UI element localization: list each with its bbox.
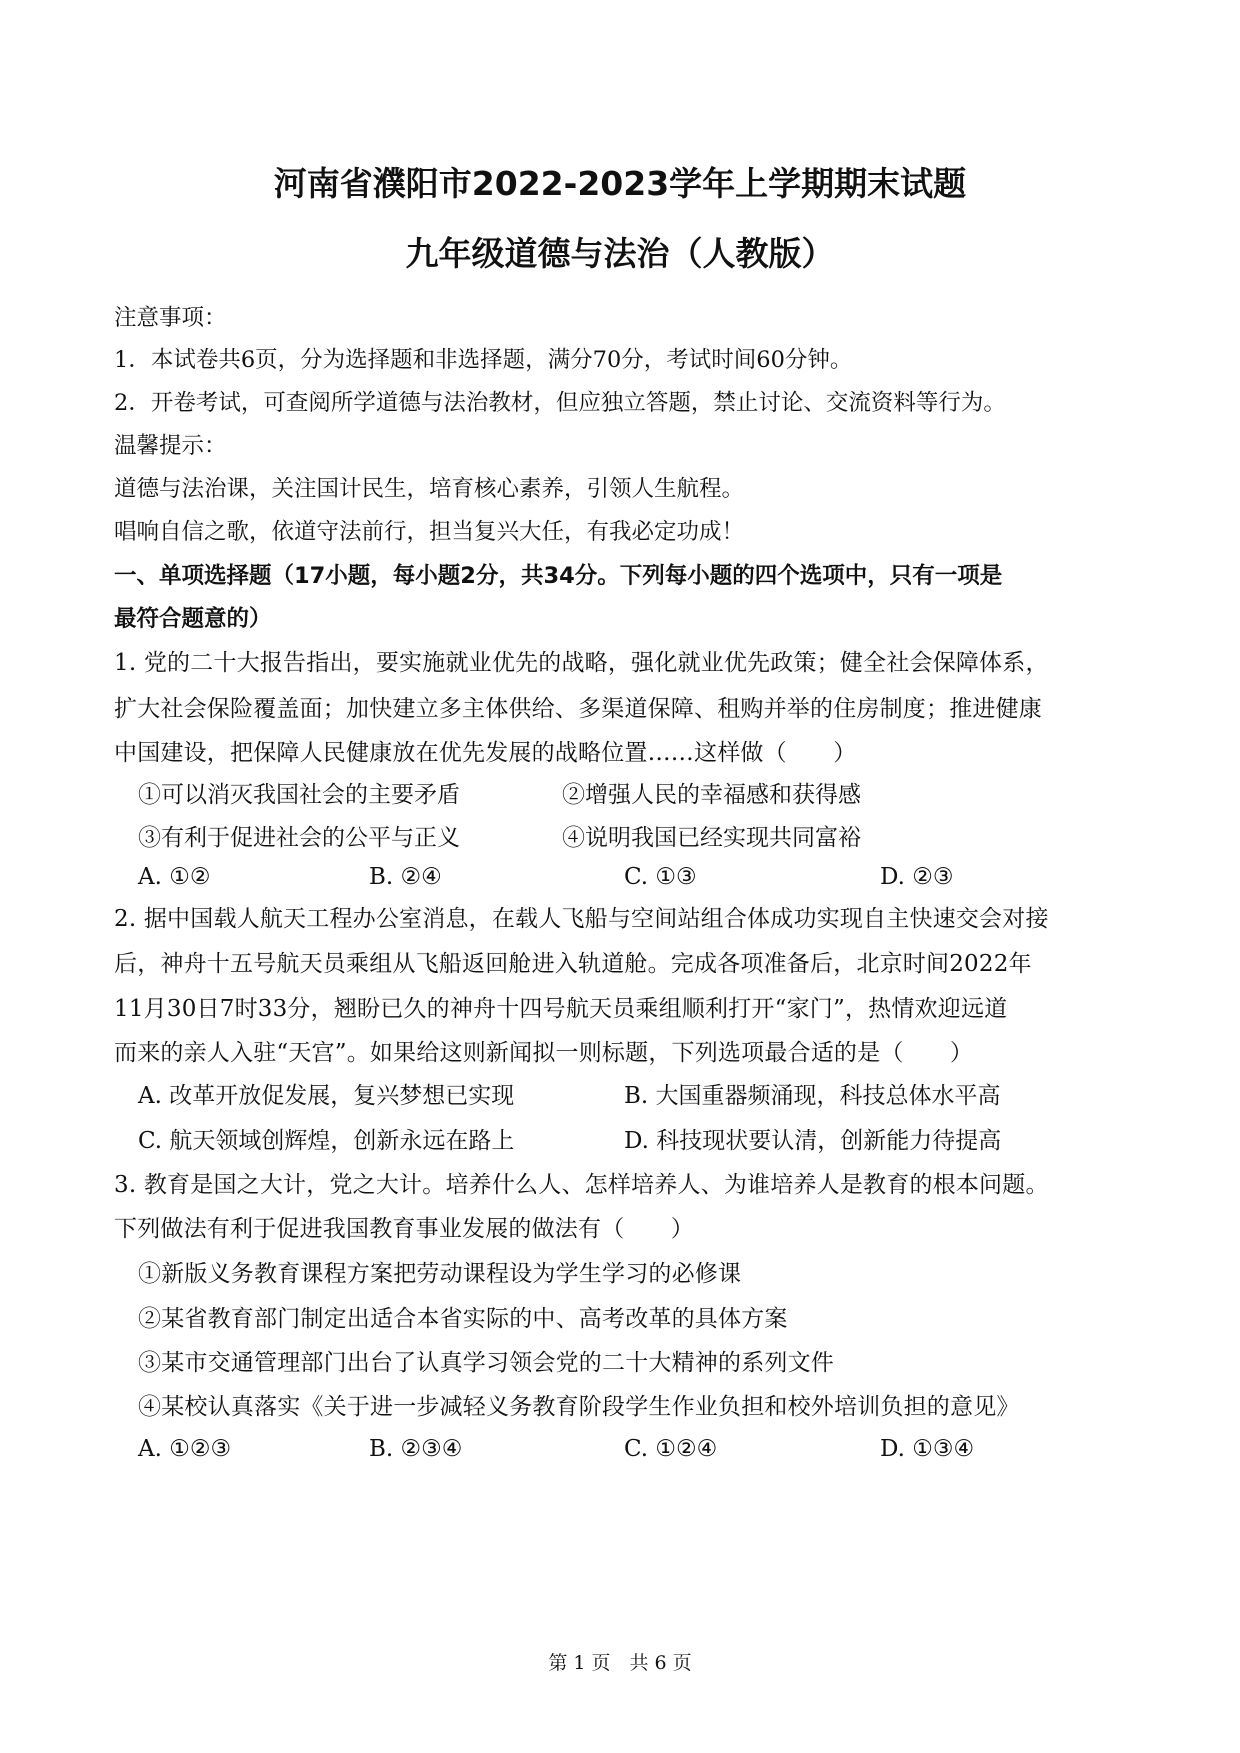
answer-option: A. ①② [138,864,211,890]
question-stem-line: 2. 据中国载人航天工程办公室消息，在载人飞船与空间站组合体成功实现自主快速交会对接 [114,906,1049,932]
statement-item: ④某校认真落实《关于进一步减轻义务教育阶段学生作业负担和校外培训负担的意见》 [138,1394,1020,1420]
statement-item: ①可以消灭我国社会的主要矛盾 [138,782,460,808]
tips-line-1: 道德与法治课，关注国计民生，培育核心素养，引领人生航程。 [114,476,745,502]
question-stem-line: 后，神舟十五号航天员乘组从飞船返回舱进入轨道舱。完成各项准备后，北京时间2022年 [114,951,1032,977]
answer-option: B. 大国重器频涌现，科技总体水平高 [624,1083,1001,1109]
answer-option: C. 航天领域创辉煌，创新永远在路上 [138,1128,515,1154]
question-stem-line: 下列做法有利于促进我国教育事业发展的做法有（ ） [114,1216,694,1242]
tips-line-2: 唱响自信之歌，依道守法前行，担当复兴大任，有我必定功成！ [114,519,745,545]
section-heading-cont: 最符合题意的） [114,606,272,632]
statement-item: ③有利于促进社会的公平与正义 [138,825,460,851]
statement-item: ①新版义务教育课程方案把劳动课程设为学生学习的必修课 [138,1261,742,1287]
notes-heading: 注意事项： [114,305,227,331]
statement-item: ③某市交通管理部门出台了认真学习领会党的二十大精神的系列文件 [138,1350,834,1376]
question-stem-line: 1. 党的二十大报告指出，要实施就业优先的战略，强化就业优先政策；健全社会保障体系， [114,650,1049,676]
answer-option: B. ②④ [369,864,442,890]
question-stem-line: 3. 教育是国之大计，党之大计。培养什么人、怎样培养人、为谁培养人是教育的根本问题。 [114,1172,1049,1198]
page-number: 第 1 页 共 6 页 [548,1652,692,1674]
answer-option: D. ②③ [880,864,954,890]
exam-subtitle: 九年级道德与法治（人教版） [405,234,835,273]
notes-item-1: 1．本试卷共6页，分为选择题和非选择题，满分70分，考试时间60分钟。 [114,347,853,373]
statement-item: ②增强人民的幸福感和获得感 [562,782,861,808]
question-stem-line: 扩大社会保险覆盖面；加快建立多主体供给、多渠道保障、租购并举的住房制度；推进健康 [114,696,1042,722]
statement-item: ④说明我国已经实现共同富裕 [562,825,861,851]
answer-option: C. ①②④ [624,1436,718,1462]
answer-option: C. ①③ [624,864,697,890]
statement-item: ②某省教育部门制定出适合本省实际的中、高考改革的具体方案 [138,1306,788,1332]
tips-heading: 温馨提示： [114,433,227,459]
answer-option: D. ①③④ [880,1436,975,1462]
question-stem-line: 中国建设，把保障人民健康放在优先发展的战略位置……这样做（ ） [114,740,857,766]
question-stem-line: 而来的亲人入驻“天宫”。如果给这则新闻拟一则标题，下列选项最合适的是（ ） [114,1040,974,1066]
exam-title: 河南省濮阳市2022-2023学年上学期期末试题 [273,164,967,203]
notes-item-2: 2．开卷考试，可查阅所学道德与法治教材，但应独立答题，禁止讨论、交流资料等行为。 [114,390,1006,416]
answer-option: A. 改革开放促发展，复兴梦想已实现 [138,1083,515,1109]
answer-option: A. ①②③ [138,1436,232,1462]
answer-option: B. ②③④ [369,1436,463,1462]
question-stem-line: 11月30日7时33分，翘盼已久的神舟十四号航天员乘组顺利打开“家门”，热情欢迎远道 [114,996,1008,1022]
answer-option: D. 科技现状要认清，创新能力待提高 [624,1128,1002,1154]
section-heading: 一、单项选择题（17小题，每小题2分，共34分。下列每小题的四个选项中，只有一项是 [114,563,1003,589]
